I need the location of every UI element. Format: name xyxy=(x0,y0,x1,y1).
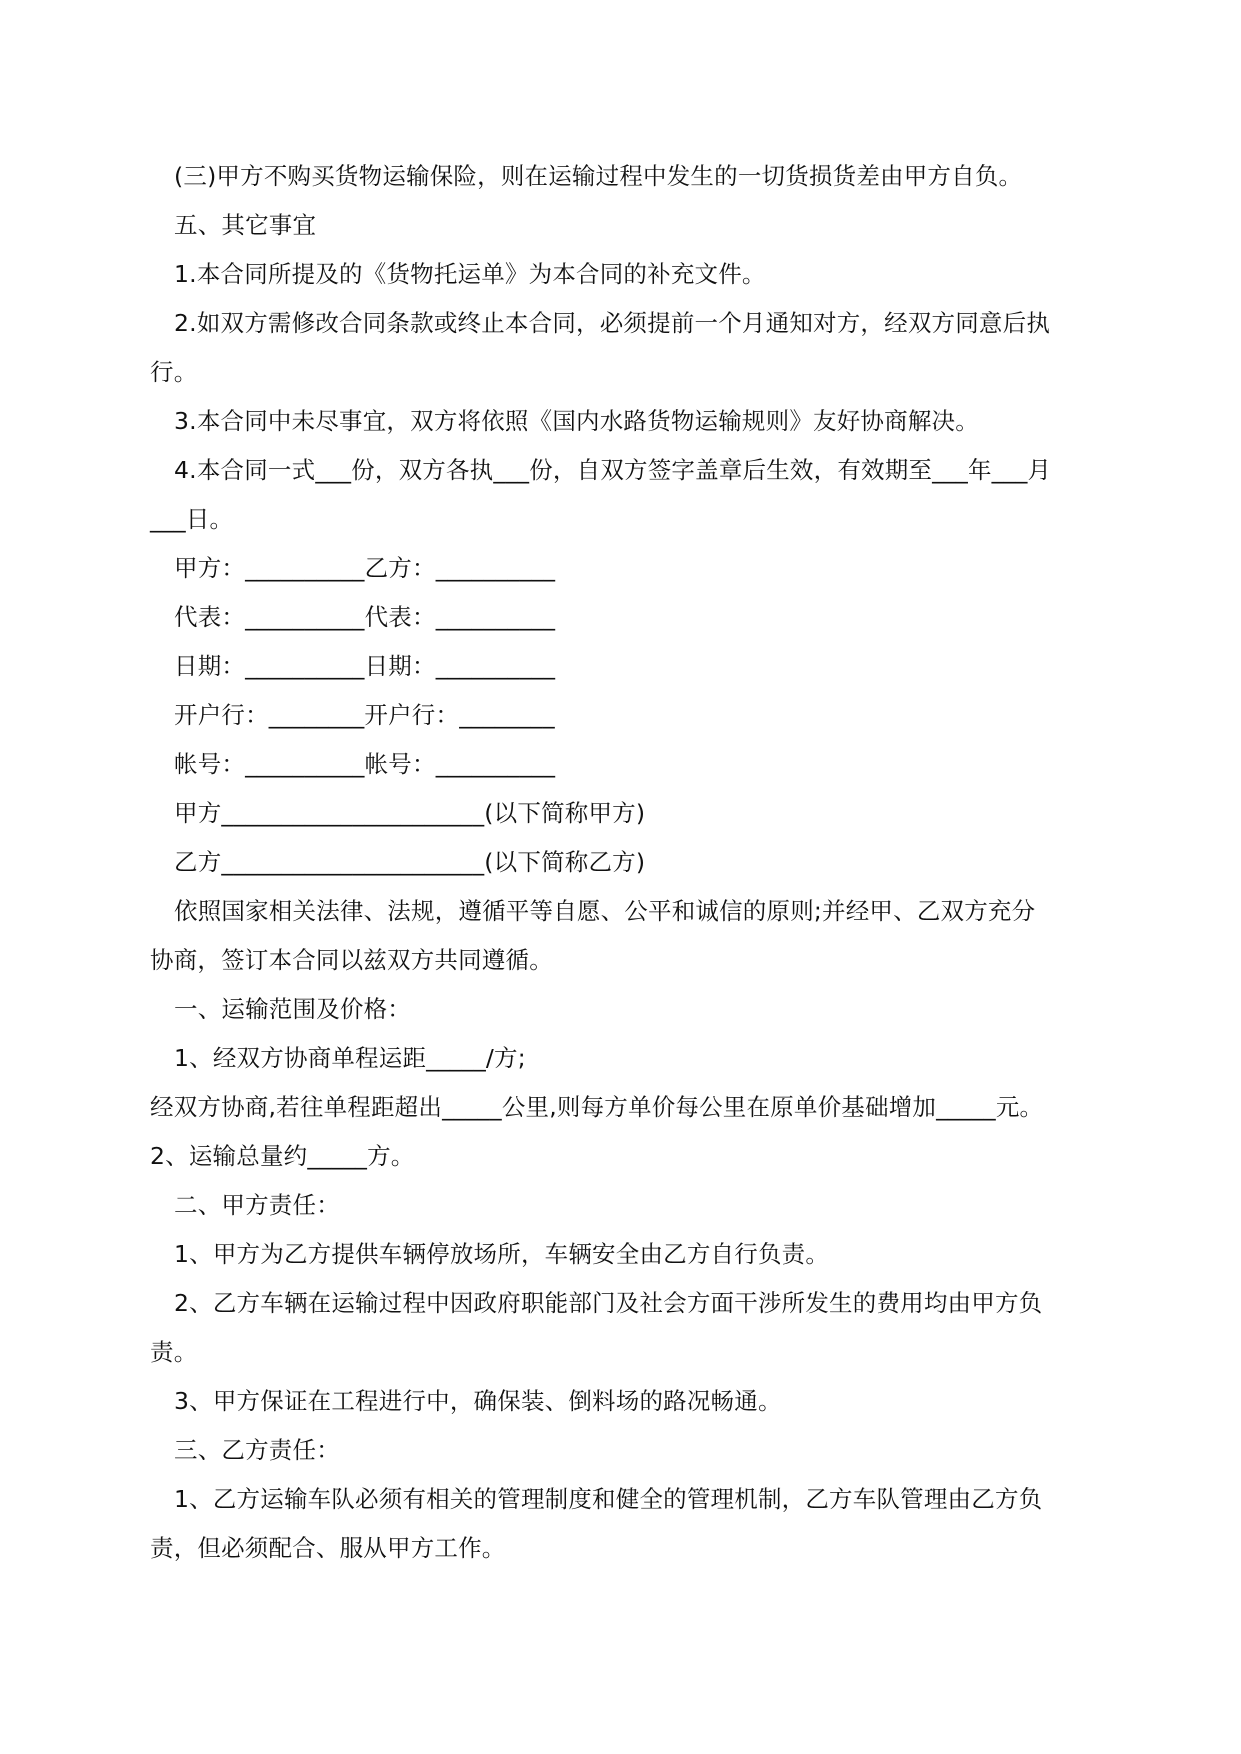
text-line: 2.如双方需修改合同条款或终止本合同，必须提前一个月通知对方，经双方同意后执 xyxy=(174,309,1051,337)
text-line: 2、乙方车辆在运输过程中因政府职能部门及社会方面干涉所发生的费用均由甲方负 xyxy=(174,1289,1043,1317)
signature-line: 甲方：__________乙方：__________ xyxy=(174,554,556,582)
text-line: 1、经双方协商单程运距_____/方; xyxy=(174,1044,526,1072)
section-heading: 三、乙方责任： xyxy=(174,1436,340,1464)
signature-line: 代表：__________代表：__________ xyxy=(174,603,556,631)
document-body xyxy=(150,152,1090,1573)
section-heading: 五、其它事宜 xyxy=(174,211,317,239)
signature-line: 开户行：________开户行：________ xyxy=(174,701,555,729)
text-line: 1、甲方为乙方提供车辆停放场所，车辆安全由乙方自行负责。 xyxy=(174,1240,830,1268)
text-line: (三)甲方不购买货物运输保险，则在运输过程中发生的一切货损货差由甲方自负。 xyxy=(174,162,1023,190)
text-line: 4.本合同一式___份，双方各执___份，自双方签字盖章后生效，有效期至___年___月 xyxy=(174,456,1052,484)
section-heading: 一、运输范围及价格： xyxy=(174,995,411,1023)
text-line: 依照国家相关法律、法规，遵循平等自愿、公平和诚信的原则;并经甲、乙双方充分 xyxy=(174,897,1036,925)
text-line: 1.本合同所提及的《货物托运单》为本合同的补充文件。 xyxy=(174,260,766,288)
text-line: 协商，签订本合同以兹双方共同遵循。 xyxy=(150,946,553,974)
signature-line: 帐号：__________帐号：__________ xyxy=(174,750,556,778)
text-line: 责，但必须配合、服从甲方工作。 xyxy=(150,1534,506,1562)
text-line: 行。 xyxy=(150,358,198,386)
text-line: 3、甲方保证在工程进行中，确保装、倒料场的路况畅通。 xyxy=(174,1387,782,1415)
signature-line: 日期：__________日期：__________ xyxy=(174,652,556,680)
party-line: 甲方______________________(以下简称甲方) xyxy=(174,799,646,827)
party-line: 乙方______________________(以下简称乙方) xyxy=(174,848,646,876)
text-line: ___日。 xyxy=(150,505,234,533)
text-line: 2、运输总量约_____方。 xyxy=(150,1142,415,1170)
text-line: 责。 xyxy=(150,1338,198,1366)
section-heading: 二、甲方责任： xyxy=(174,1191,340,1219)
text-line: 1、乙方运输车队必须有相关的管理制度和健全的管理机制，乙方车队管理由乙方负 xyxy=(174,1485,1043,1513)
text-line: 3.本合同中未尽事宜，双方将依照《国内水路货物运输规则》友好协商解决。 xyxy=(174,407,979,435)
text-line: 经双方协商,若往单程距超出_____公里,则每方单价每公里在原单价基础增加_____元。 xyxy=(150,1093,1044,1121)
